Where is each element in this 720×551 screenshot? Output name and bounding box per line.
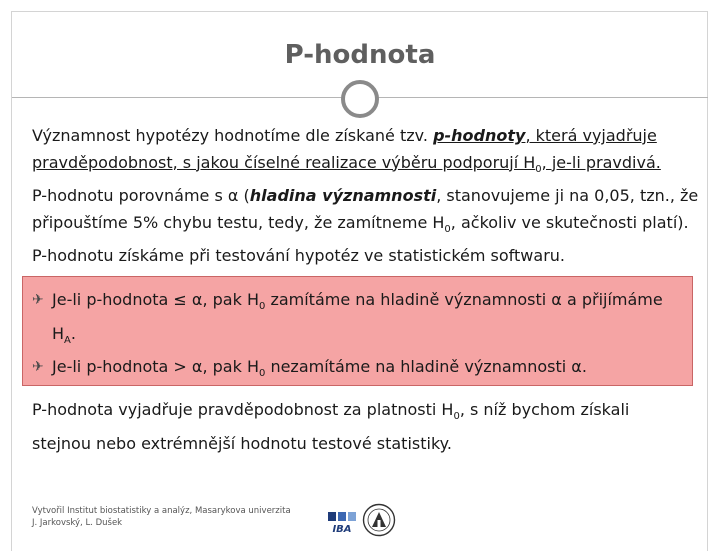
p-hodnoty-term: p-hodnoty	[433, 126, 526, 145]
intro-line-4-sub: 0	[444, 223, 451, 235]
hladina-term: hladina významnosti	[249, 186, 437, 206]
intro-line-2-b: , je-li pravdivá.	[541, 152, 661, 172]
footer-line-2: J. Jarkovský, L. Dušek	[32, 518, 123, 528]
rule-not-reject-sub: 0	[258, 368, 266, 380]
intro-line-4-b: , ačkoliv ve skutečnosti platí).	[450, 212, 689, 232]
university-seal-icon	[362, 503, 396, 537]
bullet-arrow-icon: ✈	[32, 292, 44, 308]
rule-reject-b: zamítáme na hladině významnosti α a přijímáme	[265, 290, 663, 309]
iba-logo	[327, 508, 357, 534]
footer-line-1: Vytvořil Institut biostatistiky a analýz, Masarykova univerzita	[32, 506, 291, 516]
rule-reject-d: .	[70, 323, 76, 343]
intro-line-3-c: , stanovujeme ji na 0,05, tzn., že	[436, 186, 699, 206]
conclusion-line-1	[32, 397, 702, 431]
intro-line-4-a: připouštíme 5% chybu testu, tedy, že zamítneme H	[32, 212, 445, 232]
intro-line-2-sub: 0	[535, 163, 542, 175]
intro-line-3	[32, 183, 702, 210]
intro-line-1-a: Významnost hypotézy hodnotíme dle získané tzv.	[32, 126, 434, 145]
iba-logo-text: IBA	[332, 524, 352, 534]
rule-not-reject	[32, 354, 688, 388]
rule-reject-c: H	[52, 323, 65, 343]
rule-reject-sub2: A	[64, 334, 71, 346]
decision-rules	[32, 287, 688, 388]
footer-credit	[32, 505, 291, 529]
rule-not-reject-b: nezamítáme na hladině významnosti α.	[265, 357, 587, 377]
intro-line-1	[32, 123, 702, 150]
divider-circle-icon	[341, 80, 379, 118]
bullet-arrow-icon: ✈	[32, 359, 44, 376]
intro-line-2-a: pravděpodobnost, s jakou číselné realizace výběru podporují H	[32, 152, 536, 172]
conclusion-text	[32, 397, 702, 457]
intro-line-1-c: , která vyjadřuje	[525, 126, 657, 145]
rule-not-reject-a: Je-li p-hodnota > α, pak H	[52, 357, 259, 377]
rule-reject-a: Je-li p-hodnota ≤ α, pak H	[52, 290, 259, 309]
intro-line-5: P-hodnotu získáme při testování hypotéz ve statistickém softwaru.	[32, 246, 565, 266]
intro-line-2	[32, 150, 702, 184]
conclusion-line-1-a: P-hodnota vyjadřuje pravděpodobnost za platnosti H	[32, 400, 454, 419]
intro-line-4	[32, 210, 702, 244]
conclusion-line-1-b: , s níž bychom získali	[459, 400, 630, 419]
conclusion-line-2: stejnou nebo extrémnější hodnotu testové statistiky.	[32, 433, 452, 453]
rule-reject	[32, 287, 688, 354]
intro-line-3-a: P-hodnotu porovnáme s α (	[32, 186, 250, 206]
conclusion-line-1-sub: 0	[453, 411, 460, 423]
intro-text	[32, 123, 702, 270]
slide-title: P-hodnota	[284, 40, 436, 70]
rule-reject-sub: 0	[258, 301, 266, 313]
